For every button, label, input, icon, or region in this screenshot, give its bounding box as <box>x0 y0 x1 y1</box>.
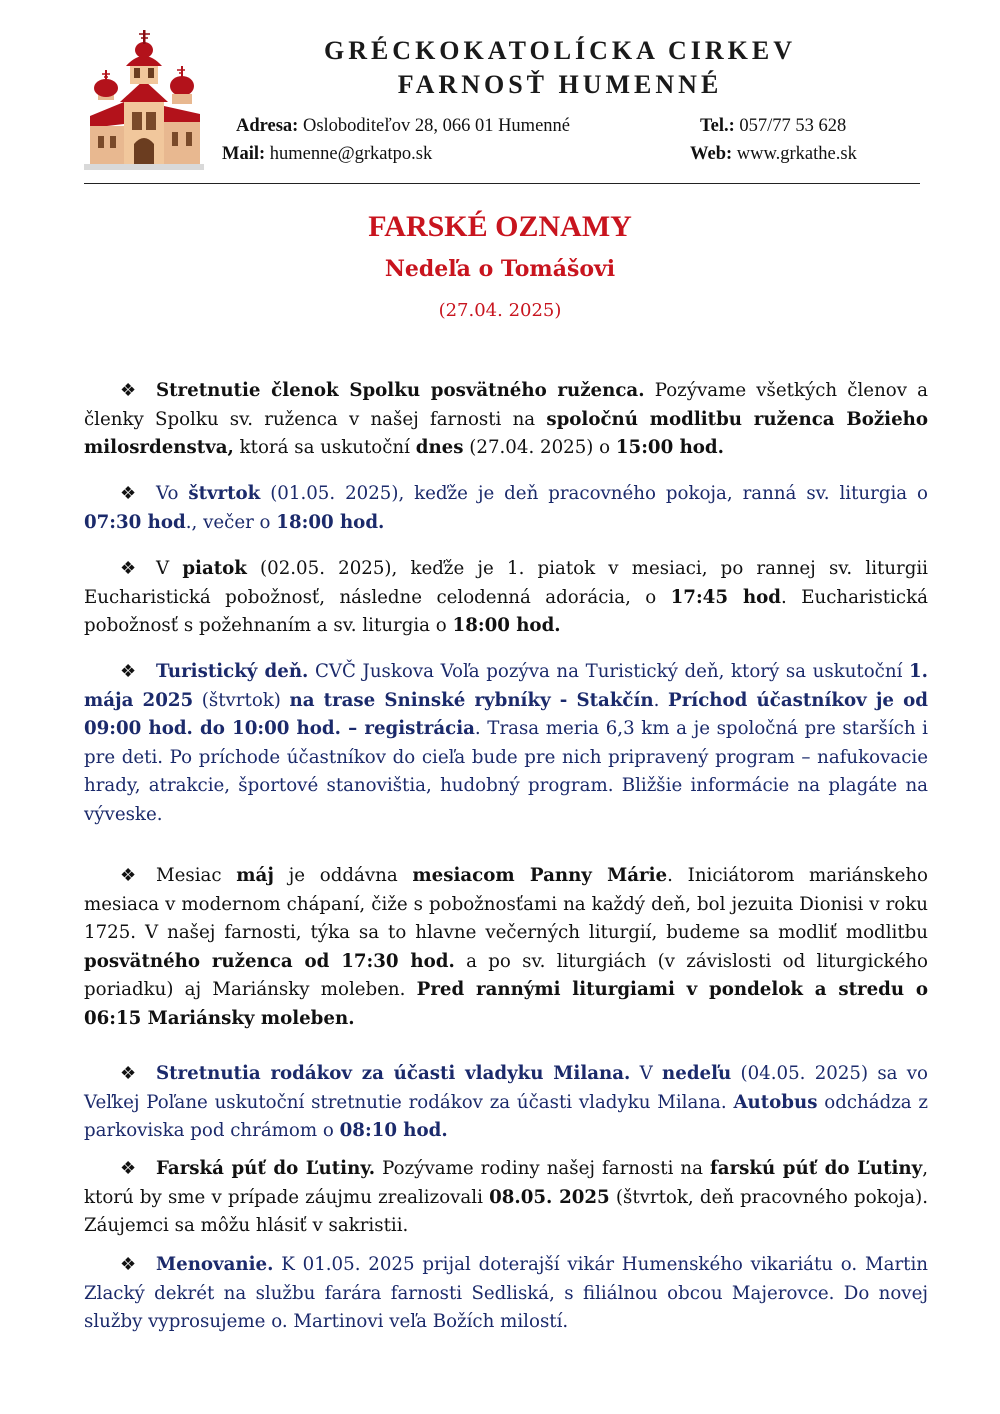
body-text: je oddávna <box>273 865 413 886</box>
telephone-label: Tel.: <box>700 116 735 136</box>
page-date: (27.04. 2025) <box>438 300 562 321</box>
bullet-icon: ❖ <box>120 1158 137 1179</box>
emphasis-text: Farská púť do Ľutiny. <box>156 1158 376 1179</box>
announcement <box>84 1155 928 1241</box>
emphasis-text: Pred rannými liturgiami v pondelok a stredu o 06:15 Mariánsky moleben. <box>84 979 928 1029</box>
bullet-icon: ❖ <box>120 1254 137 1275</box>
emphasis-text: farskú púť do Ľutiny <box>709 1158 923 1179</box>
body-text: ., večer o <box>185 511 277 533</box>
page-subtitle: Nedeľa o Tomášovi <box>384 256 616 282</box>
org-name-line1: GRÉCKOKATOLÍCKA CIRKEV <box>323 36 797 65</box>
emphasis-text: 18:00 hod. <box>276 511 385 533</box>
body-text: (štvrtok, deň pracovného pokoja). Záujemci sa môžu hlásiť v sakristii. <box>84 1186 928 1236</box>
announcement <box>84 555 928 641</box>
emphasis-text: 17:45 hod <box>670 586 782 608</box>
page-title: FARSKÉ OZNAMY <box>368 210 632 243</box>
emphasis-text: Stretnutia rodákov za účasti vladyku Milana. <box>156 1063 631 1084</box>
emphasis-text: Menovanie. <box>156 1254 274 1275</box>
announcement <box>84 658 928 829</box>
body-text: . <box>653 689 669 711</box>
announcement <box>84 1251 928 1337</box>
body-text: , ktorú by sme v prípade záujmu zrealizovali <box>84 1158 928 1208</box>
body-text: ktorá sa uskutoční <box>233 437 416 458</box>
bullet-icon: ❖ <box>120 1063 137 1084</box>
emphasis-text: Turistický deň. <box>156 661 309 682</box>
emphasis-text: Stretnutie členok Spolku posvätného ruženca. <box>156 380 645 401</box>
emphasis-text: na trase Sninské rybníky - Stakčín <box>289 689 654 711</box>
telephone <box>700 116 846 137</box>
bullet-icon: ❖ <box>120 661 137 682</box>
emphasis-text: Príchod účastníkov je od 09:00 hod. do 10:00 hod. – registrácia <box>84 689 928 739</box>
address <box>236 116 570 137</box>
emphasis-text: štvrtok <box>188 483 261 504</box>
email-value: humenne@grkatpo.sk <box>265 144 433 164</box>
body-text: odchádza z parkoviska pod chrámom o <box>84 1091 928 1141</box>
body-text: (01.05. 2025), keďže je deň pracovného pokoja, ranná sv. liturgia o <box>260 483 928 504</box>
body-text: Pozývame všetkých členov a členky Spolku sv. ruženca v našej farnosti na <box>84 380 928 430</box>
telephone-value: 057/77 53 628 <box>734 116 847 136</box>
emphasis-text: Autobus <box>733 1091 818 1113</box>
email <box>222 144 432 165</box>
bullet-icon: ❖ <box>120 558 137 579</box>
body-text: Vo <box>156 483 189 504</box>
emphasis-text: 07:30 hod <box>84 511 186 533</box>
body-text: (04.05. 2025) sa vo Veľkej Poľane uskutoční stretnutie rodákov za účasti vladyku Milana. <box>84 1063 928 1113</box>
body-text: . Eucharistická pobožnosť s požehnaním a sv. liturgia o <box>84 586 928 636</box>
body-text: Mesiac <box>156 865 237 886</box>
body-text: Pozývame rodiny našej farnosti na <box>375 1158 710 1179</box>
body-text: (27.04. 2025) o <box>463 437 616 458</box>
website-value: www.grkathe.sk <box>732 144 857 164</box>
emphasis-text: 1. mája 2025 <box>84 661 928 711</box>
church-logo-icon <box>84 28 204 170</box>
email-label: Mail: <box>222 144 266 164</box>
body-text: a po sv. liturgiách (v závislosti od liturgického poriadku) aj Mariánsky moleben. <box>84 950 928 1000</box>
body-text: V <box>156 558 183 579</box>
emphasis-text: máj <box>236 865 274 886</box>
body-text: . Iniciátorom mariánskeho mesiaca v modernom chápaní, čiže s pobožnosťami na každý deň, bol jezuita Dionisi v roku 1725. V našej farnosti, týka sa to hlavne večerných liturgií, budeme sa modliť modlitbu <box>84 865 928 943</box>
emphasis-text: dnes <box>415 437 464 458</box>
org-name-line2: FARNOSŤ HUMENNÉ <box>397 70 723 99</box>
address-label: Adresa: <box>236 116 299 136</box>
announcement <box>84 1060 928 1146</box>
bullet-icon: ❖ <box>120 865 137 886</box>
body-text: (02.05. 2025), keďže je 1. piatok v mesiaci, po rannej sv. liturgii Eucharistická pobožnosť, následne celodenná adorácia, o <box>84 558 929 608</box>
emphasis-text: 08.05. 2025 <box>489 1186 610 1208</box>
emphasis-text: 18:00 hod. <box>452 615 561 636</box>
emphasis-text: 08:10 hod. <box>339 1120 448 1141</box>
body-text: K 01.05. 2025 prijal doterajší vikár Humenského vikariátu o. Martin Zlacký dekrét na službu farára farnosti Sedliská, s filiálnou obcou Majerovce. Do novej služby vyprosujeme o. Martinovi veľa Božích milostí. <box>84 1254 928 1332</box>
bullet-icon: ❖ <box>120 380 137 401</box>
emphasis-text: 15:00 hod. <box>615 437 724 458</box>
emphasis-text: spoločnú modlitbu ruženca Božieho milosrdenstva, <box>84 408 928 458</box>
body-text: (štvrtok) <box>193 689 290 711</box>
emphasis-text: mesiacom Panny Márie <box>412 865 668 886</box>
emphasis-text: piatok <box>182 558 247 579</box>
emphasis-text: nedeľu <box>662 1063 732 1084</box>
announcement <box>84 480 928 537</box>
announcement <box>84 377 928 463</box>
header-divider <box>84 183 920 184</box>
body-text: . Trasa meria 6,3 km a je spoločná pre starších i pre deti. Po príchode účastníkov do cieľa bude pre nich pripravený program – nafukovacie hrady, atrakcie, športové stanovištia, hudobný program. Bližšie informácie na plagáte na výveske. <box>84 718 928 825</box>
address-value: Osloboditeľov 28, 066 01 Humenné <box>298 116 570 136</box>
body-text: V <box>630 1063 663 1084</box>
announcement <box>84 862 928 1033</box>
body-text: CVČ Juskova Voľa pozýva na Turistický deň, ktorý sa uskutoční <box>308 661 909 682</box>
emphasis-text: posvätného ruženca od 17:30 hod. <box>84 950 455 972</box>
bullet-icon: ❖ <box>120 483 137 504</box>
website-label: Web: <box>690 144 733 164</box>
website <box>690 144 857 165</box>
